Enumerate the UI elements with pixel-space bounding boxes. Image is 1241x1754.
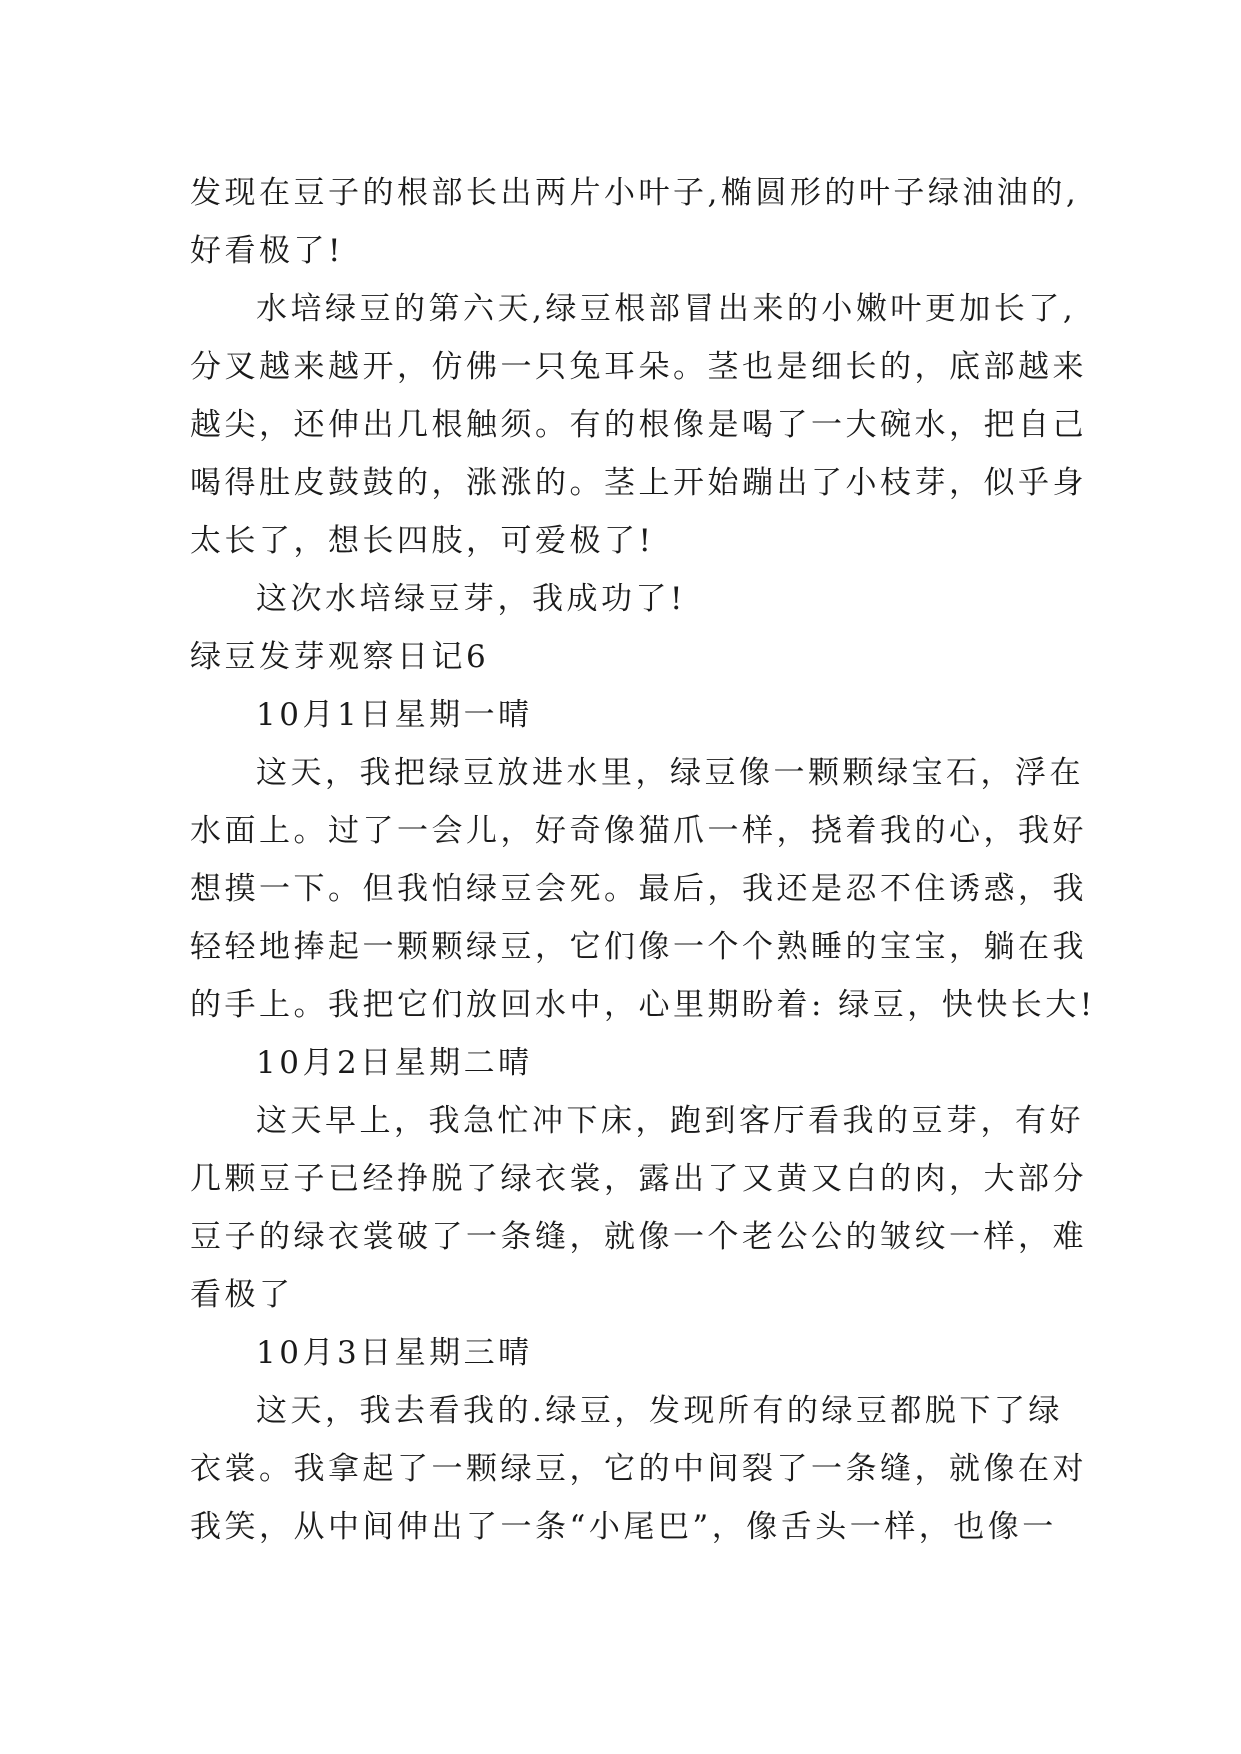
text-line: 衣裳。我拿起了一颗绿豆，它的中间裂了一条缝，就像在对 — [190, 1451, 1087, 1487]
text-line: 越尖，还伸出几根触须。有的根像是喝了一大碗水，把自己 — [190, 407, 1087, 443]
text-line: 水面上。过了一会儿，好奇像猫爪一样，挠着我的心，我好 — [190, 813, 1087, 849]
diary-date-line: 10月3日星期三晴 — [256, 1335, 533, 1371]
text-line: 分叉越来越开，仿佛一只兔耳朵。茎也是细长的，底部越来 — [190, 349, 1087, 385]
text-line: 喝得肚皮鼓鼓的，涨涨的。茎上开始蹦出了小枝芽，似乎身 — [190, 465, 1087, 501]
text-line: 好看极了! — [190, 233, 344, 269]
text-line: 发现在豆子的根部长出两片小叶子,椭圆形的叶子绿油油的, — [190, 175, 1080, 211]
text-line: 豆子的绿衣裳破了一条缝，就像一个老公公的皱纹一样，难 — [190, 1219, 1087, 1255]
paragraph-start-line: 这次水培绿豆芽，我成功了! — [256, 581, 686, 617]
text-line: 轻轻地捧起一颗颗绿豆，它们像一个个熟睡的宝宝，躺在我 — [190, 929, 1087, 965]
text-line: 想摸一下。但我怕绿豆会死。最后，我还是忍不住诱惑，我 — [190, 871, 1087, 907]
paragraph-start-line: 水培绿豆的第六天,绿豆根部冒出来的小嫩叶更加长了, — [256, 291, 1077, 327]
section-heading: 绿豆发芽观察日记6 — [190, 639, 490, 675]
paragraph-start-line: 这天，我去看我的.绿豆，发现所有的绿豆都脱下了绿 — [256, 1393, 1063, 1429]
text-line: 的手上。我把它们放回水中，心里期盼着: 绿豆，快快长大! — [190, 987, 1096, 1023]
text-line: 看极了 — [190, 1277, 294, 1313]
document-body — [190, 164, 1096, 1556]
text-line: 太长了，想长四肢，可爱极了! — [190, 523, 655, 559]
diary-date-line: 10月2日星期二晴 — [256, 1045, 533, 1081]
text-line: 我笑，从中间伸出了一条“小尾巴”，像舌头一样，也像一 — [190, 1509, 1057, 1545]
paragraph-start-line: 这天，我把绿豆放进水里，绿豆像一颗颗绿宝石，浮在 — [256, 755, 1084, 791]
paragraph-start-line: 这天早上，我急忙冲下床，跑到客厅看我的豆芽，有好 — [256, 1103, 1084, 1139]
diary-date-line: 10月1日星期一晴 — [256, 697, 533, 733]
text-line: 几颗豆子已经挣脱了绿衣裳，露出了又黄又白的肉，大部分 — [190, 1161, 1087, 1197]
